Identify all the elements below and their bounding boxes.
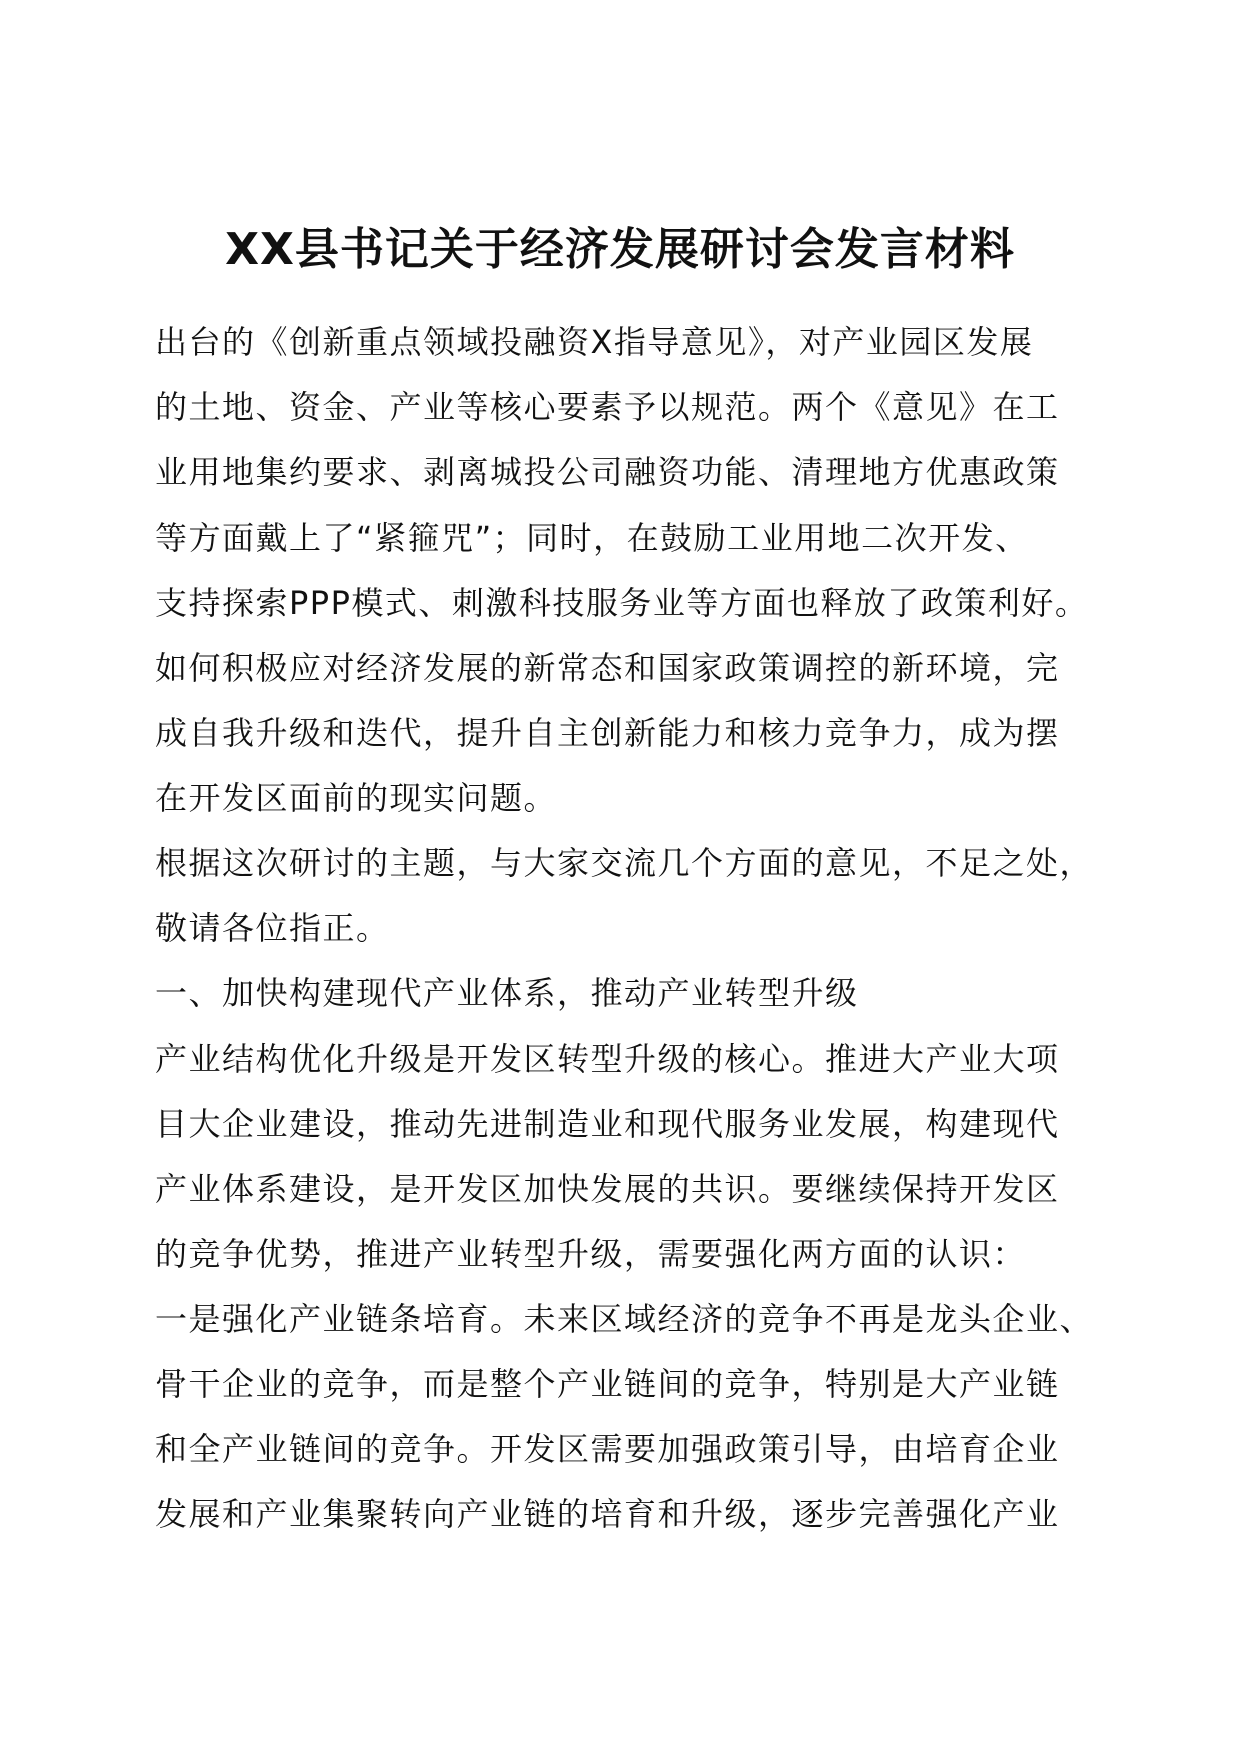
body-line: 骨干企业的竞争，而是整个产业链间的竞争，特别是大产业链 [155,1365,1060,1403]
body-line: 产业体系建设，是开发区加快发展的共识。要继续保持开发区 [155,1170,1060,1208]
body-line: 业用地集约要求、剥离城投公司融资功能、清理地方优惠政策 [155,453,1060,491]
body-line: 一是强化产业链条培育。未来区域经济的竞争不再是龙头企业、 [155,1300,1094,1338]
body-line: 支持探索PPP模式、刺激科技服务业等方面也释放了政策利好。 [155,584,1089,622]
body-line: 出台的《创新重点领域投融资X指导意见》，对产业园区发展 [155,323,1034,361]
body-line: 的土地、资金、产业等核心要素予以规范。两个《意见》在工 [155,388,1060,426]
body-line: 成自我升级和迭代，提升自主创新能力和核力竞争力，成为摆 [155,714,1060,752]
body-line: 发展和产业集聚转向产业链的培育和升级，逐步完善强化产业 [155,1495,1060,1533]
body-line: 敬请各位指正。 [155,909,390,947]
body-line: 等方面戴上了“紧箍咒”；同时，在鼓励工业用地二次开发、 [155,519,1029,557]
body-line: 根据这次研讨的主题，与大家交流几个方面的意见，不足之处， [155,844,1094,882]
body-line: 如何积极应对经济发展的新常态和国家政策调控的新环境，完 [155,649,1060,687]
body-line: 的竞争优势，推进产业转型升级，需要强化两方面的认识： [155,1235,1027,1273]
body-line: 和全产业链间的竞争。开发区需要加强政策引导，由培育企业 [155,1430,1060,1468]
body-line: 目大企业建设，推动先进制造业和现代服务业发展，构建现代 [155,1105,1060,1143]
document-title: XX县书记关于经济发展研讨会发言材料 [225,224,1015,275]
body-line: 产业结构优化升级是开发区转型升级的核心。推进大产业大项 [155,1040,1060,1078]
body-line: 在开发区面前的现实问题。 [155,779,558,817]
section-heading: 一、加快构建现代产业体系，推动产业转型升级 [155,974,859,1012]
